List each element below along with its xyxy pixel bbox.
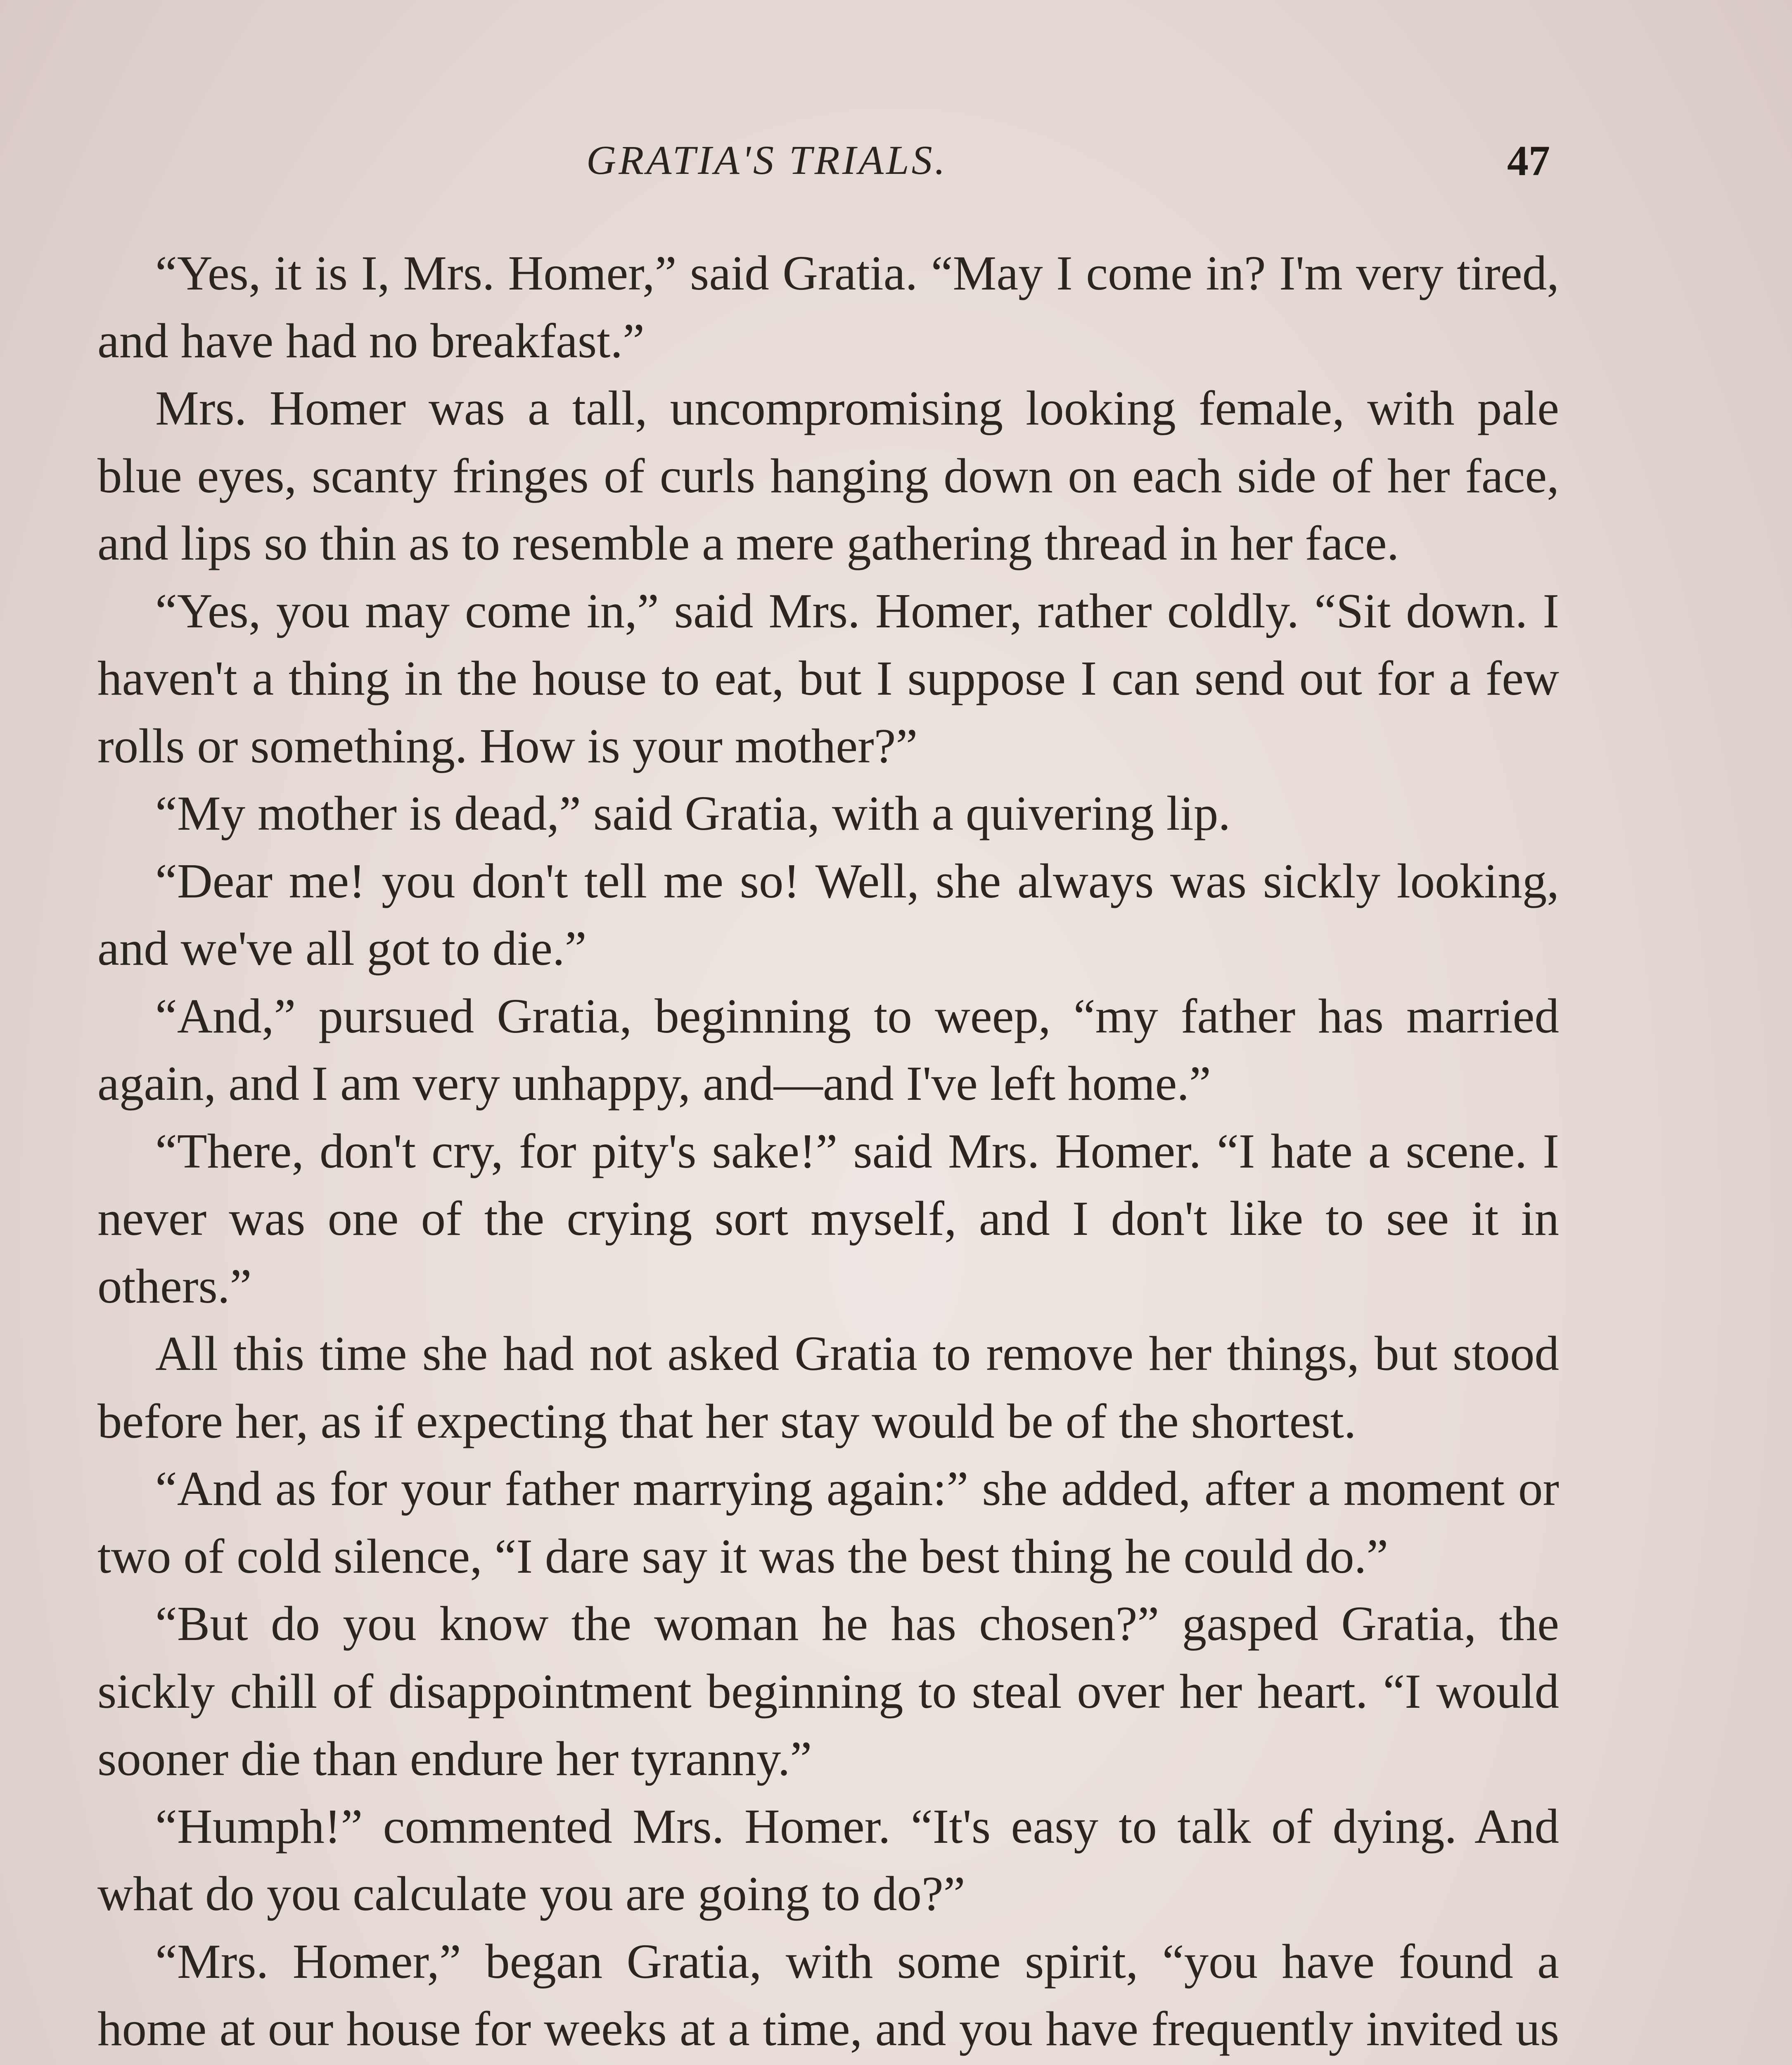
paragraph: “My mother is dead,” said Gratia, with a quivering lip. <box>155 786 1231 840</box>
paragraph: “Yes, you may come in,” said Mrs. Homer, rather coldly. “Sit down. I haven't a thing in the house to eat, but I suppose I can send out for a few rolls or something. How is your mother?” <box>97 583 1559 773</box>
paragraph: Mrs. Homer was a tall, uncompromising looking female, with pale blue eyes, scanty fringes of curls hanging down on each side of her face, and lips so thin as to resemble a mere gathering thread in her face. <box>97 381 1559 570</box>
paragraph: “But do you know the woman he has chosen?” gasped Gratia, the sickly chill of disappointment beginning to steal over her heart. “I would sooner die than endure her tyranny.” <box>97 1596 1559 1786</box>
paragraph: All this time she had not asked Gratia to remove her things, but stood before her, as if expecting that her stay would be of the shortest. <box>97 1326 1559 1448</box>
paragraph: “Yes, it is I, Mrs. Homer,” said Gratia. “May I come in? I'm very tired, and have had no breakfast.” <box>97 246 1559 368</box>
paragraph: “There, don't cry, for pity's sake!” said Mrs. Homer. “I hate a scene. I never was one of the crying sort myself, and I don't like to see it in others.” <box>97 1123 1559 1313</box>
body-text <box>97 240 1559 2065</box>
paragraph: “Mrs. Homer,” began Gratia, with some spirit, “you have found a home at our house for weeks at a time, and you have frequently invited us <box>97 1934 1559 2056</box>
running-title: GRATIA'S TRIALS. <box>586 137 948 183</box>
paragraph: “Humph!” commented Mrs. Homer. “It's easy to talk of dying. And what do you calculate you are going to do?” <box>97 1799 1559 1921</box>
paragraph: “And as for your father marrying again:” she added, after a moment or two of cold silence, “I dare say it was the best thing he could do.” <box>97 1461 1559 1583</box>
page-number: 47 <box>1507 137 1550 185</box>
paragraph: “Dear me! you don't tell me so! Well, she always was sickly looking, and we've all got to die.” <box>97 853 1559 976</box>
paragraph: “And,” pursued Gratia, beginning to weep, “my father has married again, and I am very unhappy, and—and I've left home.” <box>97 988 1559 1111</box>
